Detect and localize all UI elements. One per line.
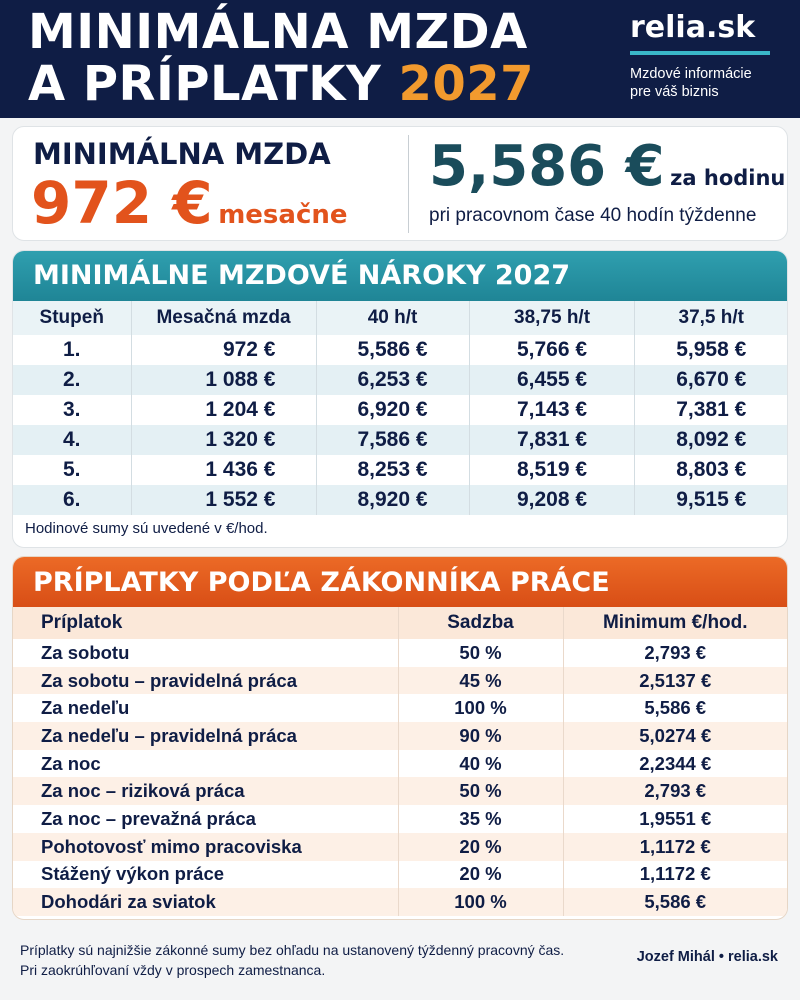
surcharge-name-cell: Za sobotu – pravidelná práca — [13, 667, 398, 695]
panel-divider — [408, 135, 409, 233]
surcharges-title: PRÍPLATKY PODĽA ZÁKONNÍKA PRÁCE — [33, 567, 610, 598]
surcharge-rate-cell: 35 % — [398, 805, 563, 833]
monthly-cell: 1 088 € — [131, 365, 316, 395]
surcharge-name-cell: Stážený výkon práce — [13, 861, 398, 889]
surcharges-section — [12, 556, 788, 920]
brand-underline — [630, 51, 770, 55]
surcharge-name-cell: Pohotovosť mimo pracoviska — [13, 833, 398, 861]
rate-38-75h-cell: 7,143 € — [469, 395, 635, 425]
surcharge-minimum-cell: 5,0274 € — [563, 722, 787, 750]
surcharge-name-cell: Dohodári za sviatok — [13, 888, 398, 916]
hourly-note: pri pracovnom čase 40 hodín týždenne — [429, 205, 757, 226]
rate-37-5h-cell: 7,381 € — [635, 395, 787, 425]
rate-38-75h-cell: 7,831 € — [469, 425, 635, 455]
grade-cell: 6. — [13, 485, 131, 515]
monthly-amount: 972 € — [31, 169, 213, 237]
min-wage-panel — [12, 126, 788, 241]
table-row — [13, 861, 787, 889]
col-header-monthly: Mesačná mzda — [131, 301, 316, 335]
rate-37-5h-cell: 8,092 € — [635, 425, 787, 455]
surcharge-rate-cell: 20 % — [398, 833, 563, 861]
brand-logo: relia.sk — [630, 10, 756, 45]
table-row — [13, 485, 787, 515]
brand-block — [630, 10, 790, 101]
surcharge-rate-cell: 50 % — [398, 639, 563, 667]
title-line-1: MINIMÁLNA MZDA — [28, 4, 528, 60]
monthly-cell: 1 552 € — [131, 485, 316, 515]
claims-title: MINIMÁLNE MZDOVÉ NÁROKY 2027 — [33, 260, 571, 291]
surcharge-rate-cell: 100 % — [398, 888, 563, 916]
header-banner — [0, 0, 800, 118]
col-header-38-75h: 38,75 h/t — [469, 301, 635, 335]
claims-table — [13, 301, 787, 515]
surcharges-table — [13, 607, 787, 916]
table-row — [13, 639, 787, 667]
col-header-surcharge: Príplatok — [13, 607, 398, 639]
grade-cell: 3. — [13, 395, 131, 425]
author-credit: Jozef Mihál • relia.sk — [636, 949, 778, 965]
surcharge-rate-cell: 40 % — [398, 750, 563, 778]
surcharge-minimum-cell: 1,1172 € — [563, 861, 787, 889]
table-row — [13, 455, 787, 485]
surcharges-header-row — [13, 607, 787, 639]
rate-40h-cell: 6,253 € — [316, 365, 469, 395]
page-title — [28, 6, 534, 110]
hourly-unit: za hodinu — [670, 166, 786, 190]
monthly-wage — [31, 171, 348, 235]
table-row — [13, 335, 787, 365]
surcharge-name-cell: Za nedeľu – pravidelná práca — [13, 722, 398, 750]
surcharge-name-cell: Za noc – prevažná práca — [13, 805, 398, 833]
col-header-37-5h: 37,5 h/t — [635, 301, 787, 335]
grade-cell: 4. — [13, 425, 131, 455]
footer-note-line-2: Pri zaokrúhľovaní vždy v prospech zamestnanca. — [20, 962, 326, 978]
rate-40h-cell: 6,920 € — [316, 395, 469, 425]
monthly-cell: 1 436 € — [131, 455, 316, 485]
rate-38-75h-cell: 9,208 € — [469, 485, 635, 515]
table-row — [13, 694, 787, 722]
surcharge-rate-cell: 20 % — [398, 861, 563, 889]
rate-40h-cell: 7,586 € — [316, 425, 469, 455]
table-row — [13, 750, 787, 778]
grade-cell: 5. — [13, 455, 131, 485]
col-header-grade: Stupeň — [13, 301, 131, 335]
table-row — [13, 667, 787, 695]
rate-37-5h-cell: 6,670 € — [635, 365, 787, 395]
col-header-minimum: Minimum €/hod. — [563, 607, 787, 639]
hourly-amount: 5,586 € — [429, 134, 665, 199]
footer-note-line-1: Príplatky sú najnižšie zákonné sumy bez ohľadu na ustanovený týždenný pracovný čas. — [20, 942, 565, 958]
rate-38-75h-cell: 6,455 € — [469, 365, 635, 395]
monthly-unit: mesačne — [218, 200, 348, 230]
surcharge-rate-cell: 100 % — [398, 694, 563, 722]
brand-tagline — [630, 65, 790, 101]
col-header-rate: Sadzba — [398, 607, 563, 639]
rate-40h-cell: 8,253 € — [316, 455, 469, 485]
surcharge-minimum-cell: 5,586 € — [563, 694, 787, 722]
title-year: 2027 — [398, 56, 535, 112]
title-line-2 — [28, 58, 534, 110]
rate-38-75h-cell: 5,766 € — [469, 335, 635, 365]
hourly-wage — [429, 135, 785, 199]
surcharge-minimum-cell: 2,793 € — [563, 777, 787, 805]
title-line-2-text: A PRÍPLATKY — [28, 56, 382, 112]
table-row — [13, 805, 787, 833]
rate-40h-cell: 5,586 € — [316, 335, 469, 365]
surcharges-header — [13, 557, 787, 607]
surcharge-name-cell: Za noc — [13, 750, 398, 778]
tagline-line-2: pre váš biznis — [630, 84, 719, 100]
table-row — [13, 395, 787, 425]
surcharge-rate-cell: 90 % — [398, 722, 563, 750]
footer-note — [20, 940, 564, 980]
table-row — [13, 833, 787, 861]
claims-note: Hodinové sumy sú uvedené v €/hod. — [25, 520, 268, 537]
surcharge-name-cell: Za sobotu — [13, 639, 398, 667]
rate-37-5h-cell: 9,515 € — [635, 485, 787, 515]
claims-section — [12, 250, 788, 548]
surcharge-rate-cell: 50 % — [398, 777, 563, 805]
min-wage-label: MINIMÁLNA MZDA — [33, 137, 331, 171]
claims-header-row — [13, 301, 787, 335]
table-row — [13, 888, 787, 916]
table-row — [13, 777, 787, 805]
claims-header — [13, 251, 787, 301]
monthly-cell: 972 € — [131, 335, 316, 365]
surcharge-minimum-cell: 2,793 € — [563, 639, 787, 667]
monthly-cell: 1 320 € — [131, 425, 316, 455]
col-header-40h: 40 h/t — [316, 301, 469, 335]
table-row — [13, 425, 787, 455]
grade-cell: 1. — [13, 335, 131, 365]
rate-37-5h-cell: 8,803 € — [635, 455, 787, 485]
surcharge-minimum-cell: 1,9551 € — [563, 805, 787, 833]
surcharge-minimum-cell: 1,1172 € — [563, 833, 787, 861]
rate-38-75h-cell: 8,519 € — [469, 455, 635, 485]
surcharge-minimum-cell: 5,586 € — [563, 888, 787, 916]
surcharge-rate-cell: 45 % — [398, 667, 563, 695]
tagline-line-1: Mzdové informácie — [630, 66, 752, 82]
rate-40h-cell: 8,920 € — [316, 485, 469, 515]
grade-cell: 2. — [13, 365, 131, 395]
monthly-cell: 1 204 € — [131, 395, 316, 425]
surcharge-minimum-cell: 2,2344 € — [563, 750, 787, 778]
table-row — [13, 722, 787, 750]
rate-37-5h-cell: 5,958 € — [635, 335, 787, 365]
surcharge-minimum-cell: 2,5137 € — [563, 667, 787, 695]
surcharge-name-cell: Za noc – riziková práca — [13, 777, 398, 805]
surcharge-name-cell: Za nedeľu — [13, 694, 398, 722]
table-row — [13, 365, 787, 395]
